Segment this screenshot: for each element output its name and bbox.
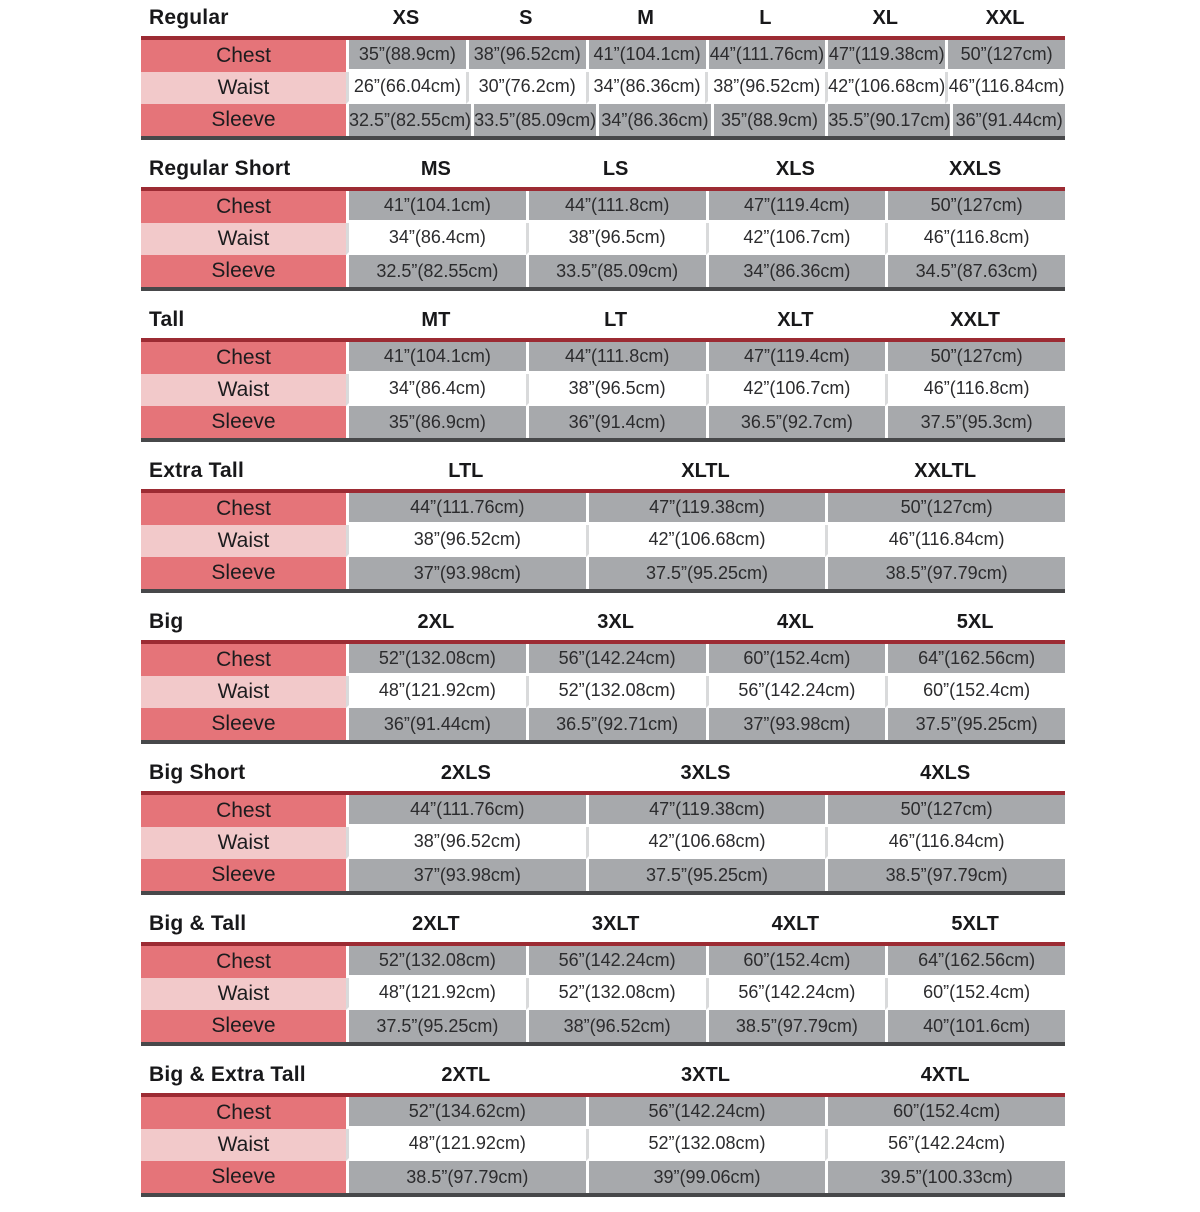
- section-header: [141, 1061, 1065, 1087]
- measurement-row: [141, 40, 1065, 72]
- size-column-header: L: [759, 7, 772, 29]
- measurement-cell: 60”(152.4cm): [885, 676, 1065, 708]
- row-label: Sleeve: [141, 255, 346, 287]
- section-title: Big: [149, 610, 184, 633]
- row-label: Sleeve: [141, 557, 346, 589]
- measurement-cell: 38”(96.52cm): [526, 1010, 706, 1042]
- size-column-header: XLS: [775, 158, 815, 180]
- size-column-header: M: [637, 7, 654, 29]
- size-column-header: 4XLS: [920, 762, 971, 784]
- measurement-cell: 47”(119.38cm): [586, 795, 826, 827]
- size-column-header: XLT: [777, 309, 814, 331]
- measurement-cell: 52”(132.08cm): [586, 1129, 826, 1161]
- measurement-cell: 48”(121.92cm): [346, 978, 526, 1010]
- size-chart: [141, 4, 1065, 1212]
- measurement-cell: 44”(111.76cm): [346, 493, 586, 525]
- measurement-cell: 42”(106.68cm): [825, 72, 945, 104]
- measurement-cell: 37”(93.98cm): [346, 859, 586, 891]
- row-label: Waist: [141, 676, 346, 708]
- size-section: [141, 155, 1065, 291]
- measurement-row: [141, 104, 1065, 136]
- measurement-cell: 56”(142.24cm): [706, 676, 886, 708]
- row-label: Waist: [141, 978, 346, 1010]
- measurement-cell: 38.5”(97.79cm): [346, 1161, 586, 1193]
- measurement-cell: 52”(132.08cm): [526, 978, 706, 1010]
- measurement-cell: 60”(152.4cm): [825, 1097, 1065, 1129]
- measurement-cell: 64”(162.56cm): [885, 644, 1065, 676]
- row-label: Sleeve: [141, 1010, 346, 1042]
- row-label: Sleeve: [141, 859, 346, 891]
- measurement-row: [141, 859, 1065, 891]
- measurement-cell: 46”(116.84cm): [825, 525, 1065, 557]
- size-section: [141, 759, 1065, 895]
- row-label: Sleeve: [141, 1161, 346, 1193]
- measurement-cell: 38”(96.5cm): [526, 374, 706, 406]
- section-header: [141, 306, 1065, 332]
- measurement-cell: 38”(96.52cm): [346, 827, 586, 859]
- measurement-cell: 56”(142.24cm): [586, 1097, 826, 1129]
- measurement-cell: 35.5”(90.17cm): [825, 104, 950, 136]
- size-column-header: 5XL: [956, 611, 994, 633]
- section-title: Regular: [149, 6, 229, 29]
- measurement-cell: 60”(152.4cm): [885, 978, 1065, 1010]
- measurement-row: [141, 644, 1065, 676]
- measurement-cell: 48”(121.92cm): [346, 1129, 586, 1161]
- section-title: Big & Extra Tall: [149, 1063, 306, 1086]
- measurement-row: [141, 493, 1065, 525]
- size-column-header: XS: [392, 7, 420, 29]
- measurement-row: [141, 255, 1065, 287]
- measurement-row: [141, 978, 1065, 1010]
- size-column-header: 4XLT: [771, 913, 820, 935]
- measurement-row: [141, 72, 1065, 104]
- row-label: Waist: [141, 525, 346, 557]
- measurement-cell: 44”(111.76cm): [346, 795, 586, 827]
- measurement-cell: 37.5”(95.25cm): [586, 859, 826, 891]
- row-label: Waist: [141, 72, 346, 104]
- measurement-cell: 50”(127cm): [825, 493, 1065, 525]
- measurement-cell: 36.5”(92.7cm): [706, 406, 886, 438]
- measurement-cell: 26”(66.04cm): [346, 72, 466, 104]
- size-column-header: MT: [421, 309, 451, 331]
- measurement-cell: 42”(106.68cm): [586, 827, 826, 859]
- measurement-cell: 34”(86.36cm): [706, 255, 886, 287]
- row-label: Sleeve: [141, 104, 346, 136]
- section-header: [141, 759, 1065, 785]
- measurement-cell: 60”(152.4cm): [706, 946, 886, 978]
- measurement-cell: 46”(116.84cm): [825, 827, 1065, 859]
- size-column-header: XXLS: [949, 158, 1002, 180]
- section-header: [141, 457, 1065, 483]
- measurement-cell: 37.5”(95.25cm): [885, 708, 1065, 740]
- measurement-cell: 47”(119.4cm): [706, 342, 886, 374]
- size-column-header: 3XL: [597, 611, 634, 633]
- measurement-cell: 38.5”(97.79cm): [706, 1010, 886, 1042]
- measurement-cell: 35”(88.9cm): [711, 104, 826, 136]
- size-column-header: 4XTL: [920, 1064, 970, 1086]
- section-table: [141, 187, 1065, 291]
- measurement-cell: 37.5”(95.25cm): [586, 557, 826, 589]
- measurement-cell: 50”(127cm): [885, 342, 1065, 374]
- measurement-cell: 60”(152.4cm): [706, 644, 886, 676]
- size-column-header: 3XLT: [591, 913, 640, 935]
- size-column-header: 2XLS: [440, 762, 491, 784]
- section-table: [141, 791, 1065, 895]
- row-label: Chest: [141, 342, 346, 374]
- section-table: [141, 338, 1065, 442]
- measurement-cell: 36”(91.44cm): [346, 708, 526, 740]
- measurement-cell: 47”(119.38cm): [586, 493, 826, 525]
- measurement-row: [141, 557, 1065, 589]
- measurement-cell: 42”(106.68cm): [586, 525, 826, 557]
- measurement-cell: 41”(104.1cm): [586, 40, 706, 72]
- section-table: [141, 1093, 1065, 1197]
- size-section: [141, 457, 1065, 593]
- size-column-header: 2XLT: [412, 913, 460, 935]
- measurement-cell: 40”(101.6cm): [885, 1010, 1065, 1042]
- row-label: Chest: [141, 493, 346, 525]
- size-section: [141, 608, 1065, 744]
- measurement-row: [141, 342, 1065, 374]
- measurement-cell: 56”(142.24cm): [526, 946, 706, 978]
- measurement-row: [141, 946, 1065, 978]
- section-title: Regular Short: [149, 157, 291, 180]
- size-column-header: 2XL: [417, 611, 455, 633]
- measurement-cell: 44”(111.76cm): [706, 40, 826, 72]
- measurement-cell: 34”(86.4cm): [346, 223, 526, 255]
- measurement-cell: 32.5”(82.55cm): [346, 255, 526, 287]
- section-title: Big & Tall: [149, 912, 247, 935]
- row-label: Sleeve: [141, 406, 346, 438]
- measurement-cell: 47”(119.4cm): [706, 191, 886, 223]
- section-title: Big Short: [149, 761, 246, 784]
- section-table: [141, 640, 1065, 744]
- row-label: Waist: [141, 374, 346, 406]
- measurement-row: [141, 1129, 1065, 1161]
- measurement-cell: 36.5”(92.71cm): [526, 708, 706, 740]
- measurement-cell: 37”(93.98cm): [346, 557, 586, 589]
- row-label: Chest: [141, 1097, 346, 1129]
- measurement-cell: 37.5”(95.25cm): [346, 1010, 526, 1042]
- measurement-cell: 34”(86.36cm): [596, 104, 711, 136]
- row-label: Waist: [141, 1129, 346, 1161]
- measurement-cell: 50”(127cm): [945, 40, 1065, 72]
- measurement-cell: 36”(91.4cm): [526, 406, 706, 438]
- measurement-cell: 32.5”(82.55cm): [346, 104, 471, 136]
- measurement-cell: 34”(86.36cm): [586, 72, 706, 104]
- section-header: [141, 910, 1065, 936]
- measurement-cell: 37”(93.98cm): [706, 708, 886, 740]
- size-section: [141, 306, 1065, 442]
- row-label: Chest: [141, 191, 346, 223]
- measurement-cell: 41”(104.1cm): [346, 191, 526, 223]
- measurement-cell: 38”(96.52cm): [466, 40, 586, 72]
- section-title: Tall: [149, 308, 185, 331]
- measurement-cell: 39”(99.06cm): [586, 1161, 826, 1193]
- size-column-header: 5XLT: [951, 913, 999, 935]
- section-header: [141, 608, 1065, 634]
- measurement-row: [141, 1010, 1065, 1042]
- size-column-header: MS: [420, 158, 451, 180]
- measurement-cell: 38”(96.52cm): [705, 72, 825, 104]
- measurement-row: [141, 223, 1065, 255]
- size-column-header: 2XTL: [441, 1064, 491, 1086]
- measurement-row: [141, 1097, 1065, 1129]
- size-column-header: XL: [872, 7, 899, 29]
- measurement-cell: 48”(121.92cm): [346, 676, 526, 708]
- size-column-header: 4XL: [777, 611, 814, 633]
- measurement-row: [141, 1161, 1065, 1193]
- size-column-header: XXLT: [950, 309, 1000, 331]
- section-table: [141, 36, 1065, 140]
- measurement-cell: 39.5”(100.33cm): [825, 1161, 1065, 1193]
- row-label: Chest: [141, 644, 346, 676]
- size-column-header: LS: [602, 158, 629, 180]
- measurement-cell: 41”(104.1cm): [346, 342, 526, 374]
- measurement-cell: 46”(116.8cm): [885, 374, 1065, 406]
- row-label: Sleeve: [141, 708, 346, 740]
- measurement-row: [141, 795, 1065, 827]
- measurement-cell: 56”(142.24cm): [825, 1129, 1065, 1161]
- measurement-cell: 46”(116.8cm): [885, 223, 1065, 255]
- size-column-header: XLTL: [681, 460, 730, 482]
- measurement-cell: 34”(86.4cm): [346, 374, 526, 406]
- measurement-cell: 33.5”(85.09cm): [471, 104, 596, 136]
- size-column-header: 3XLS: [680, 762, 731, 784]
- measurement-cell: 38.5”(97.79cm): [825, 557, 1065, 589]
- measurement-cell: 42”(106.7cm): [706, 374, 886, 406]
- row-label: Chest: [141, 40, 346, 72]
- measurement-row: [141, 676, 1065, 708]
- measurement-cell: 52”(132.08cm): [346, 644, 526, 676]
- row-label: Waist: [141, 223, 346, 255]
- measurement-cell: 52”(134.62cm): [346, 1097, 586, 1129]
- section-table: [141, 942, 1065, 1046]
- size-section: [141, 1061, 1065, 1197]
- measurement-row: [141, 708, 1065, 740]
- measurement-cell: 36”(91.44cm): [950, 104, 1065, 136]
- measurement-cell: 64”(162.56cm): [885, 946, 1065, 978]
- size-column-header: XXLTL: [914, 460, 977, 482]
- measurement-cell: 47”(119.38cm): [825, 40, 945, 72]
- measurement-row: [141, 191, 1065, 223]
- row-label: Chest: [141, 795, 346, 827]
- size-column-header: LTL: [448, 460, 484, 482]
- measurement-cell: 35”(88.9cm): [346, 40, 466, 72]
- measurement-row: [141, 374, 1065, 406]
- row-label: Waist: [141, 827, 346, 859]
- measurement-cell: 38”(96.5cm): [526, 223, 706, 255]
- size-column-header: LT: [604, 309, 628, 331]
- measurement-row: [141, 406, 1065, 438]
- section-title: Extra Tall: [149, 459, 244, 482]
- measurement-cell: 37.5”(95.3cm): [885, 406, 1065, 438]
- measurement-cell: 52”(132.08cm): [346, 946, 526, 978]
- measurement-cell: 50”(127cm): [885, 191, 1065, 223]
- section-header: [141, 155, 1065, 181]
- measurement-cell: 35”(86.9cm): [346, 406, 526, 438]
- size-column-header: 3XTL: [681, 1064, 730, 1086]
- measurement-cell: 34.5”(87.63cm): [885, 255, 1065, 287]
- size-section: [141, 910, 1065, 1046]
- section-header: [141, 4, 1065, 30]
- measurement-cell: 56”(142.24cm): [526, 644, 706, 676]
- measurement-cell: 46”(116.84cm): [945, 72, 1065, 104]
- size-section: [141, 4, 1065, 140]
- section-table: [141, 489, 1065, 593]
- measurement-cell: 33.5”(85.09cm): [526, 255, 706, 287]
- measurement-cell: 38.5”(97.79cm): [825, 859, 1065, 891]
- measurement-row: [141, 827, 1065, 859]
- measurement-cell: 50”(127cm): [825, 795, 1065, 827]
- size-column-header: S: [519, 7, 533, 29]
- measurement-row: [141, 525, 1065, 557]
- measurement-cell: 44”(111.8cm): [526, 191, 706, 223]
- measurement-cell: 30”(76.2cm): [466, 72, 586, 104]
- measurement-cell: 38”(96.52cm): [346, 525, 586, 557]
- row-label: Chest: [141, 946, 346, 978]
- measurement-cell: 42”(106.7cm): [706, 223, 886, 255]
- measurement-cell: 44”(111.8cm): [526, 342, 706, 374]
- size-column-header: XXL: [985, 7, 1025, 29]
- measurement-cell: 52”(132.08cm): [526, 676, 706, 708]
- measurement-cell: 56”(142.24cm): [706, 978, 886, 1010]
